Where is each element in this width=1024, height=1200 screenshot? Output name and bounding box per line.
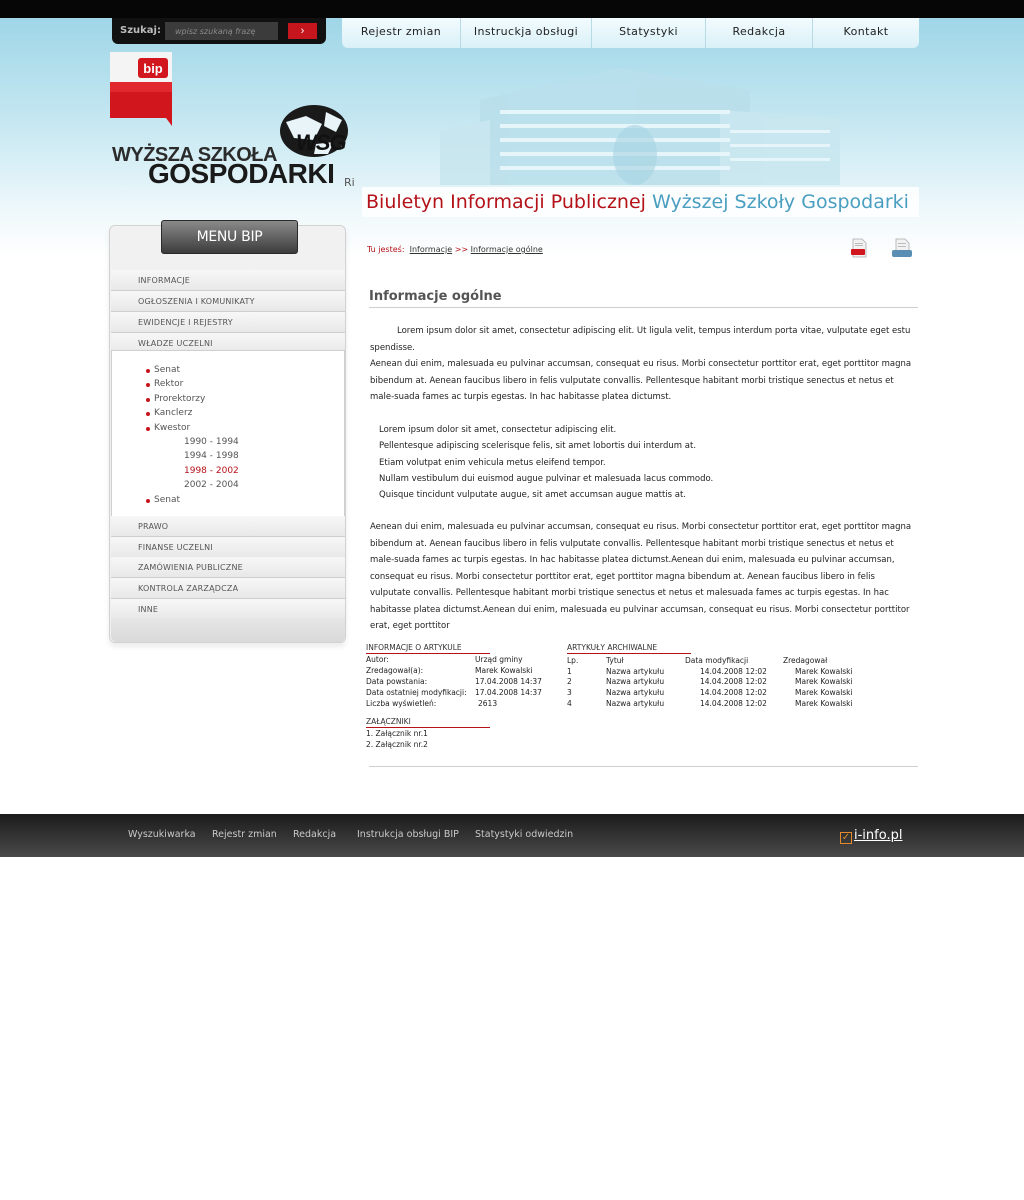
wsg-logo-text: WSG: [296, 130, 346, 155]
submenu-item-prorektorzy[interactable]: Prorektorzy: [154, 394, 206, 404]
breadcrumb-label: Tu jesteś:: [367, 245, 405, 254]
checkbox-icon: ✓: [841, 832, 851, 843]
site-title: [362, 187, 919, 217]
archive-col-lp: Lp.: [567, 656, 579, 665]
archive-cell: Marek Kowalski: [795, 699, 853, 708]
submenu-item-senat[interactable]: Senat: [154, 365, 180, 375]
content-bottom-divider: [369, 766, 918, 767]
sidebar-item-zamowienia[interactable]: ZAMÓWIENIA PUBLICZNE: [111, 557, 345, 578]
attachments-header: ZAŁĄCZNIKI: [366, 717, 490, 728]
attachment-link[interactable]: 2. Załącznik nr.2: [366, 740, 428, 749]
list-item: Etiam volutpat enim vehicula metus eleifend tempor.: [379, 458, 606, 468]
article-info-label: Autor:: [366, 655, 389, 664]
footer-link-wyszukiwarka[interactable]: Wyszukiwarka: [128, 829, 196, 840]
sidebar-item-prawo[interactable]: PRAWO: [111, 516, 345, 537]
breadcrumb: [367, 245, 543, 254]
sidebar-bottom: [111, 618, 345, 642]
archive-cell: Marek Kowalski: [795, 688, 853, 697]
article-info-label: Zredagował(a):: [366, 666, 424, 675]
logo-line2: GOSPODARKI: [148, 158, 335, 189]
sidebar-item-finanse[interactable]: FINANSE UCZELNI: [111, 537, 345, 558]
building-illustration: [420, 60, 880, 185]
paragraph-3: Aenean dui enim, malesuada eu pulvinar accumsan, consequat eu risus. Morbi consectetur porttitor erat, eget porttitor magna bibendum at. Aenean faucibus libero in felis vulputate convallis. Pellentesque habitant morbi tristique senectus et netus et male-suada fames ac turpis egestas. In hac habitasse platea dictumst.Aenean dui enim, malesuada eu pulvinar accumsan, consequat eu risus. Morbi consectetur porttitor erat, eget porttitor magna bibendum at. Aenean faucibus libero in felis vulputate convallis. Pellentesque habitant morbi tristique senectus et netus et malesuada fames ac turpis egestas. In hac habitasse platea dictumst.Aenean dui enim, malesuada eu pulvinar accumsan, consequat eu risus. Morbi consectetur porttitor erat, eget porttitor: [370, 522, 912, 631]
logo-line1: WYŻSZA SZKOŁA: [112, 144, 277, 166]
submenu-item-senat-2[interactable]: Senat: [154, 495, 180, 505]
article-info-label: Data ostatniej modyfikacji:: [366, 688, 467, 697]
nav-kontakt[interactable]: Kontakt: [843, 25, 889, 38]
archive-col-date: Data modyfikacji: [685, 656, 749, 665]
submenu-item-kwestor[interactable]: Kwestor: [154, 423, 191, 433]
archive-cell: 1: [567, 667, 572, 676]
page-title: Informacje ogólne: [369, 289, 502, 304]
article-info-header: INFORMACJE O ARTYKULE: [366, 643, 490, 654]
menu-header: MENU BIP: [161, 220, 298, 254]
title-divider: [369, 307, 918, 308]
i-info-logo-text: i-info.pl: [854, 828, 903, 843]
archive-cell: 14.04.2008 12:02: [700, 667, 767, 676]
bip-logo[interactable]: [110, 52, 172, 126]
archive-cell: 14.04.2008 12:02: [700, 677, 767, 686]
submenu-item-rektor[interactable]: Rektor: [154, 379, 184, 389]
paragraph-2: Aenean dui enim, malesuada eu pulvinar accumsan, consequat eu risus. Morbi consectetur porttitor erat, eget porttitor magna bibendum at. Aenean faucibus libero in felis vulputate convallis. Pellentesque habitant morbi tristique senectus et netus et male-suada fames ac turpis egestas. In hac habitasse platea dictumst.: [370, 359, 912, 402]
i-info-logo[interactable]: [840, 828, 902, 844]
pdf-icon[interactable]: [849, 238, 869, 258]
archive-cell: 14.04.2008 12:02: [700, 688, 767, 697]
submenu-wladze: [111, 350, 345, 518]
article-info-value: Urząd gminy: [475, 655, 523, 664]
site-title-part2: Wyższej Szkoły Gospodarki: [652, 191, 909, 213]
nav-rejestr-zmian[interactable]: Rejestr zmian: [342, 18, 461, 48]
paragraph-1: [370, 323, 915, 356]
archive-article-link[interactable]: Nazwa artykułu: [606, 699, 665, 708]
article-info-label: Liczba wyświetleń:: [366, 699, 437, 708]
article-info-value: 17.04.2008 14:37: [475, 677, 542, 686]
attachment-link[interactable]: 1. Załącznik nr.1: [366, 729, 428, 738]
sidebar-item-ewidencje[interactable]: EWIDENCJE I REJESTRY: [111, 312, 345, 333]
sidebar-item-kontrola[interactable]: KONTROLA ZARZĄDCZA: [111, 578, 345, 599]
article-info-value: Marek Kowalski: [475, 666, 533, 675]
list-item: Pellentesque adipiscing scelerisque felis, sit amet lobortis dui interdum at.: [379, 441, 697, 451]
chevron-right-icon: ›: [300, 25, 305, 37]
search-submit-button[interactable]: [288, 23, 317, 39]
archive-cell: Marek Kowalski: [795, 667, 853, 676]
search-box: [112, 18, 326, 44]
list-item: Quisque tincidunt vulputate augue, sit amet accumsan augue mattis at.: [379, 490, 687, 500]
submenu-year-1990[interactable]: 1990 - 1994: [184, 437, 239, 447]
archive-article-link[interactable]: Nazwa artykułu: [606, 667, 665, 676]
footer-link-rejestr-zmian[interactable]: Rejestr zmian: [212, 829, 277, 840]
sidebar-item-ogloszenia[interactable]: OGŁOSZENIA I KOMUNIKATY: [111, 291, 345, 312]
article-info-value: 17.04.2008 14:37: [475, 688, 542, 697]
archive-cell: 4: [567, 699, 572, 708]
breadcrumb-link-informacje[interactable]: Informacje: [409, 245, 453, 254]
print-icon[interactable]: [891, 238, 913, 258]
archive-col-author: Zredagował: [783, 656, 828, 665]
archive-cell: 3: [567, 688, 572, 697]
list-item: Lorem ipsum dolor sit amet, consectetur adipiscing elit.: [379, 425, 617, 435]
search-input[interactable]: [165, 22, 278, 40]
list-item: Nullam vestibulum dui euismod augue pulvinar et malesuada lacus commodo.: [379, 474, 714, 484]
article-info-value: 2613: [478, 699, 498, 708]
archive-cell: 2: [567, 677, 572, 686]
nav-statystyki[interactable]: Statystyki: [592, 18, 706, 48]
submenu-year-1998[interactable]: 1998 - 2002: [184, 466, 239, 476]
breadcrumb-separator: >>: [454, 245, 469, 254]
top-navigation: [342, 18, 919, 48]
nav-redakcja[interactable]: Redakcja: [706, 18, 813, 48]
footer-link-instrukcja[interactable]: Instrukcja obsługi BIP: [357, 829, 459, 840]
archive-cell: 14.04.2008 12:02: [700, 699, 767, 708]
top-bar: [0, 0, 1024, 18]
footer-link-redakcja[interactable]: Redakcja: [293, 829, 337, 840]
sidebar-item-inne[interactable]: INNE: [111, 599, 345, 620]
archive-col-title: Tytuł: [606, 656, 624, 665]
breadcrumb-link-informacje-ogolne[interactable]: Informacje ogólne: [470, 245, 543, 254]
archive-article-link[interactable]: Nazwa artykułu: [606, 688, 665, 697]
archive-cell: Marek Kowalski: [795, 677, 853, 686]
archive-article-link[interactable]: Nazwa artykułu: [606, 677, 665, 686]
submenu-year-2002[interactable]: 2002 - 2004: [184, 480, 239, 490]
paragraph-1-text: Lorem ipsum dolor sit amet, consectetur adipiscing elit. Ut ligula velit, tempus interdum porta vitae, vulputate eget estu spendisse.: [370, 326, 911, 353]
nav-instrukcja-obslugi[interactable]: Instruckja obsługi: [461, 18, 592, 48]
logo-suffix: Ri: [344, 176, 355, 189]
article-info-label: Data powstania:: [366, 677, 428, 686]
archive-header: ARTYKUŁY ARCHIWALNE: [567, 643, 691, 654]
footer-link-statystyki[interactable]: Statystyki odwiedzin: [475, 829, 574, 840]
bip-logo-text: bip: [143, 61, 163, 76]
search-label: Szukaj:: [120, 25, 161, 36]
sidebar-item-wladze[interactable]: WŁADZE UCZELNI: [111, 333, 345, 354]
submenu-item-kanclerz[interactable]: Kanclerz: [154, 408, 193, 418]
submenu-year-1994[interactable]: 1994 - 1998: [184, 451, 239, 461]
sidebar-item-informacje[interactable]: INFORMACJE: [111, 270, 345, 291]
site-title-part1: Biuletyn Informacji Publicznej: [366, 191, 646, 213]
